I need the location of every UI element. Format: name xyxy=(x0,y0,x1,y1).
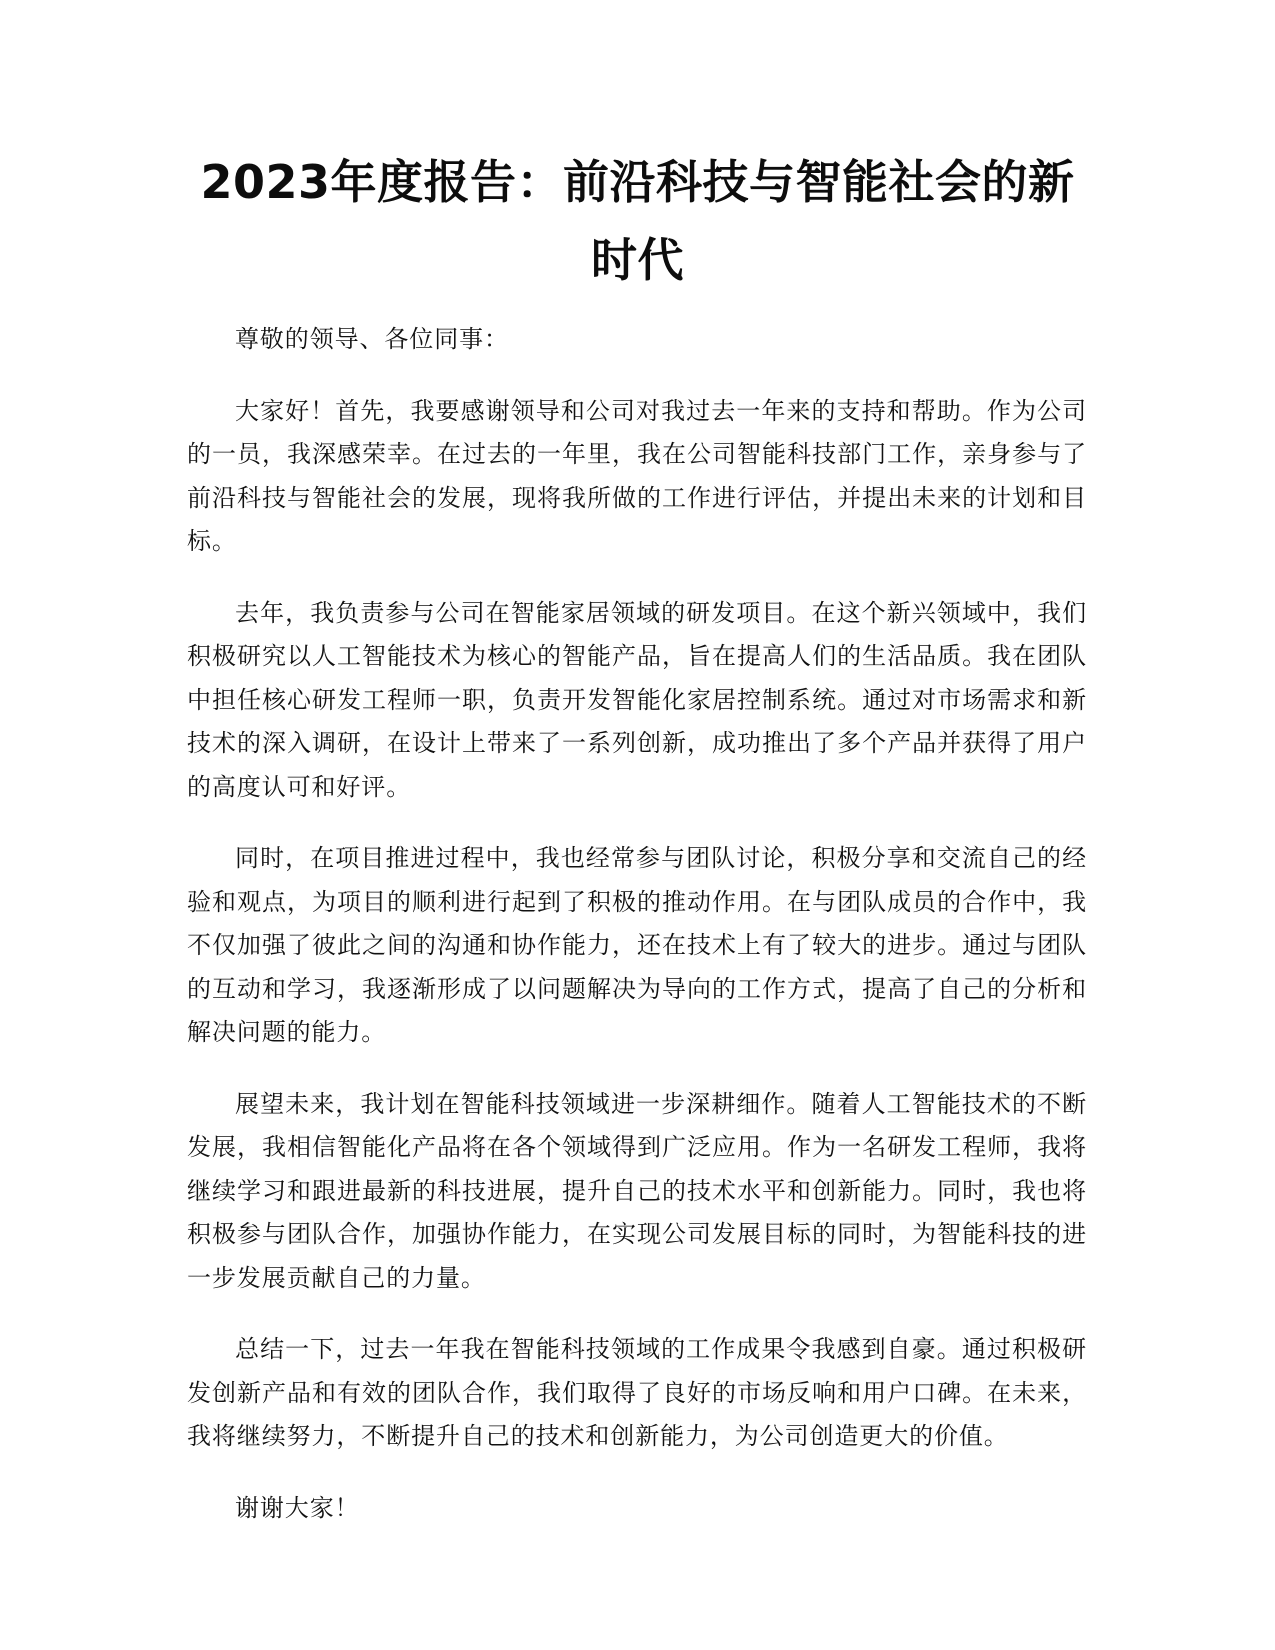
paragraph-summary: 总结一下，过去一年我在智能科技领域的工作成果令我感到自豪。通过积极研发创新产品和有效的团队合作，我们取得了良好的市场反响和用户口碑。在未来，我将继续努力，不断提升自己的技术和创新能力，为公司创造更大的价值。 xyxy=(187,1335,1087,1450)
closing-thanks: 谢谢大家！ xyxy=(235,1493,360,1522)
paragraph-project: 去年，我负责参与公司在智能家居领域的研发项目。在这个新兴领域中，我们积极研究以人工智能技术为核心的智能产品，旨在提高人们的生活品质。我在团队中担任核心研发工程师一职，负责开发智能化家居控制系统。通过对市场需求和新技术的深入调研，在设计上带来了一系列创新，成功推出了多个产品并获得了用户的高度认可和好评。 xyxy=(187,598,1087,801)
paragraph-teamwork: 同时，在项目推进过程中，我也经常参与团队讨论，积极分享和交流自己的经验和观点，为项目的顺利进行起到了积极的推动作用。在与团队成员的合作中，我不仅加强了彼此之间的沟通和协作能力，还在技术上有了较大的进步。通过与团队的互动和学习，我逐渐形成了以问题解决为导向的工作方式，提高了自己的分析和解决问题的能力。 xyxy=(187,844,1087,1046)
salutation: 尊敬的领导、各位同事： xyxy=(235,325,509,353)
document-title: 2023年度报告：前沿科技与智能社会的新时代 xyxy=(200,155,1075,287)
paragraph-opening: 大家好！首先，我要感谢领导和公司对我过去一年来的支持和帮助。作为公司的一员，我深感荣幸。在过去的一年里，我在公司智能科技部门工作，亲身参与了前沿科技与智能社会的发展，现将我所做的工作进行评估，并提出未来的计划和目标。 xyxy=(187,396,1087,555)
paragraph-outlook: 展望未来，我计划在智能科技领域进一步深耕细作。随着人工智能技术的不断发展，我相信智能化产品将在各个领域得到广泛应用。作为一名研发工程师，我将继续学习和跟进最新的科技进展，提升自己的技术水平和创新能力。同时，我也将积极参与团队合作，加强协作能力，在实现公司发展目标的同时，为智能科技的进一步发展贡献自己的力量。 xyxy=(187,1089,1087,1292)
document-body xyxy=(187,318,1087,1558)
